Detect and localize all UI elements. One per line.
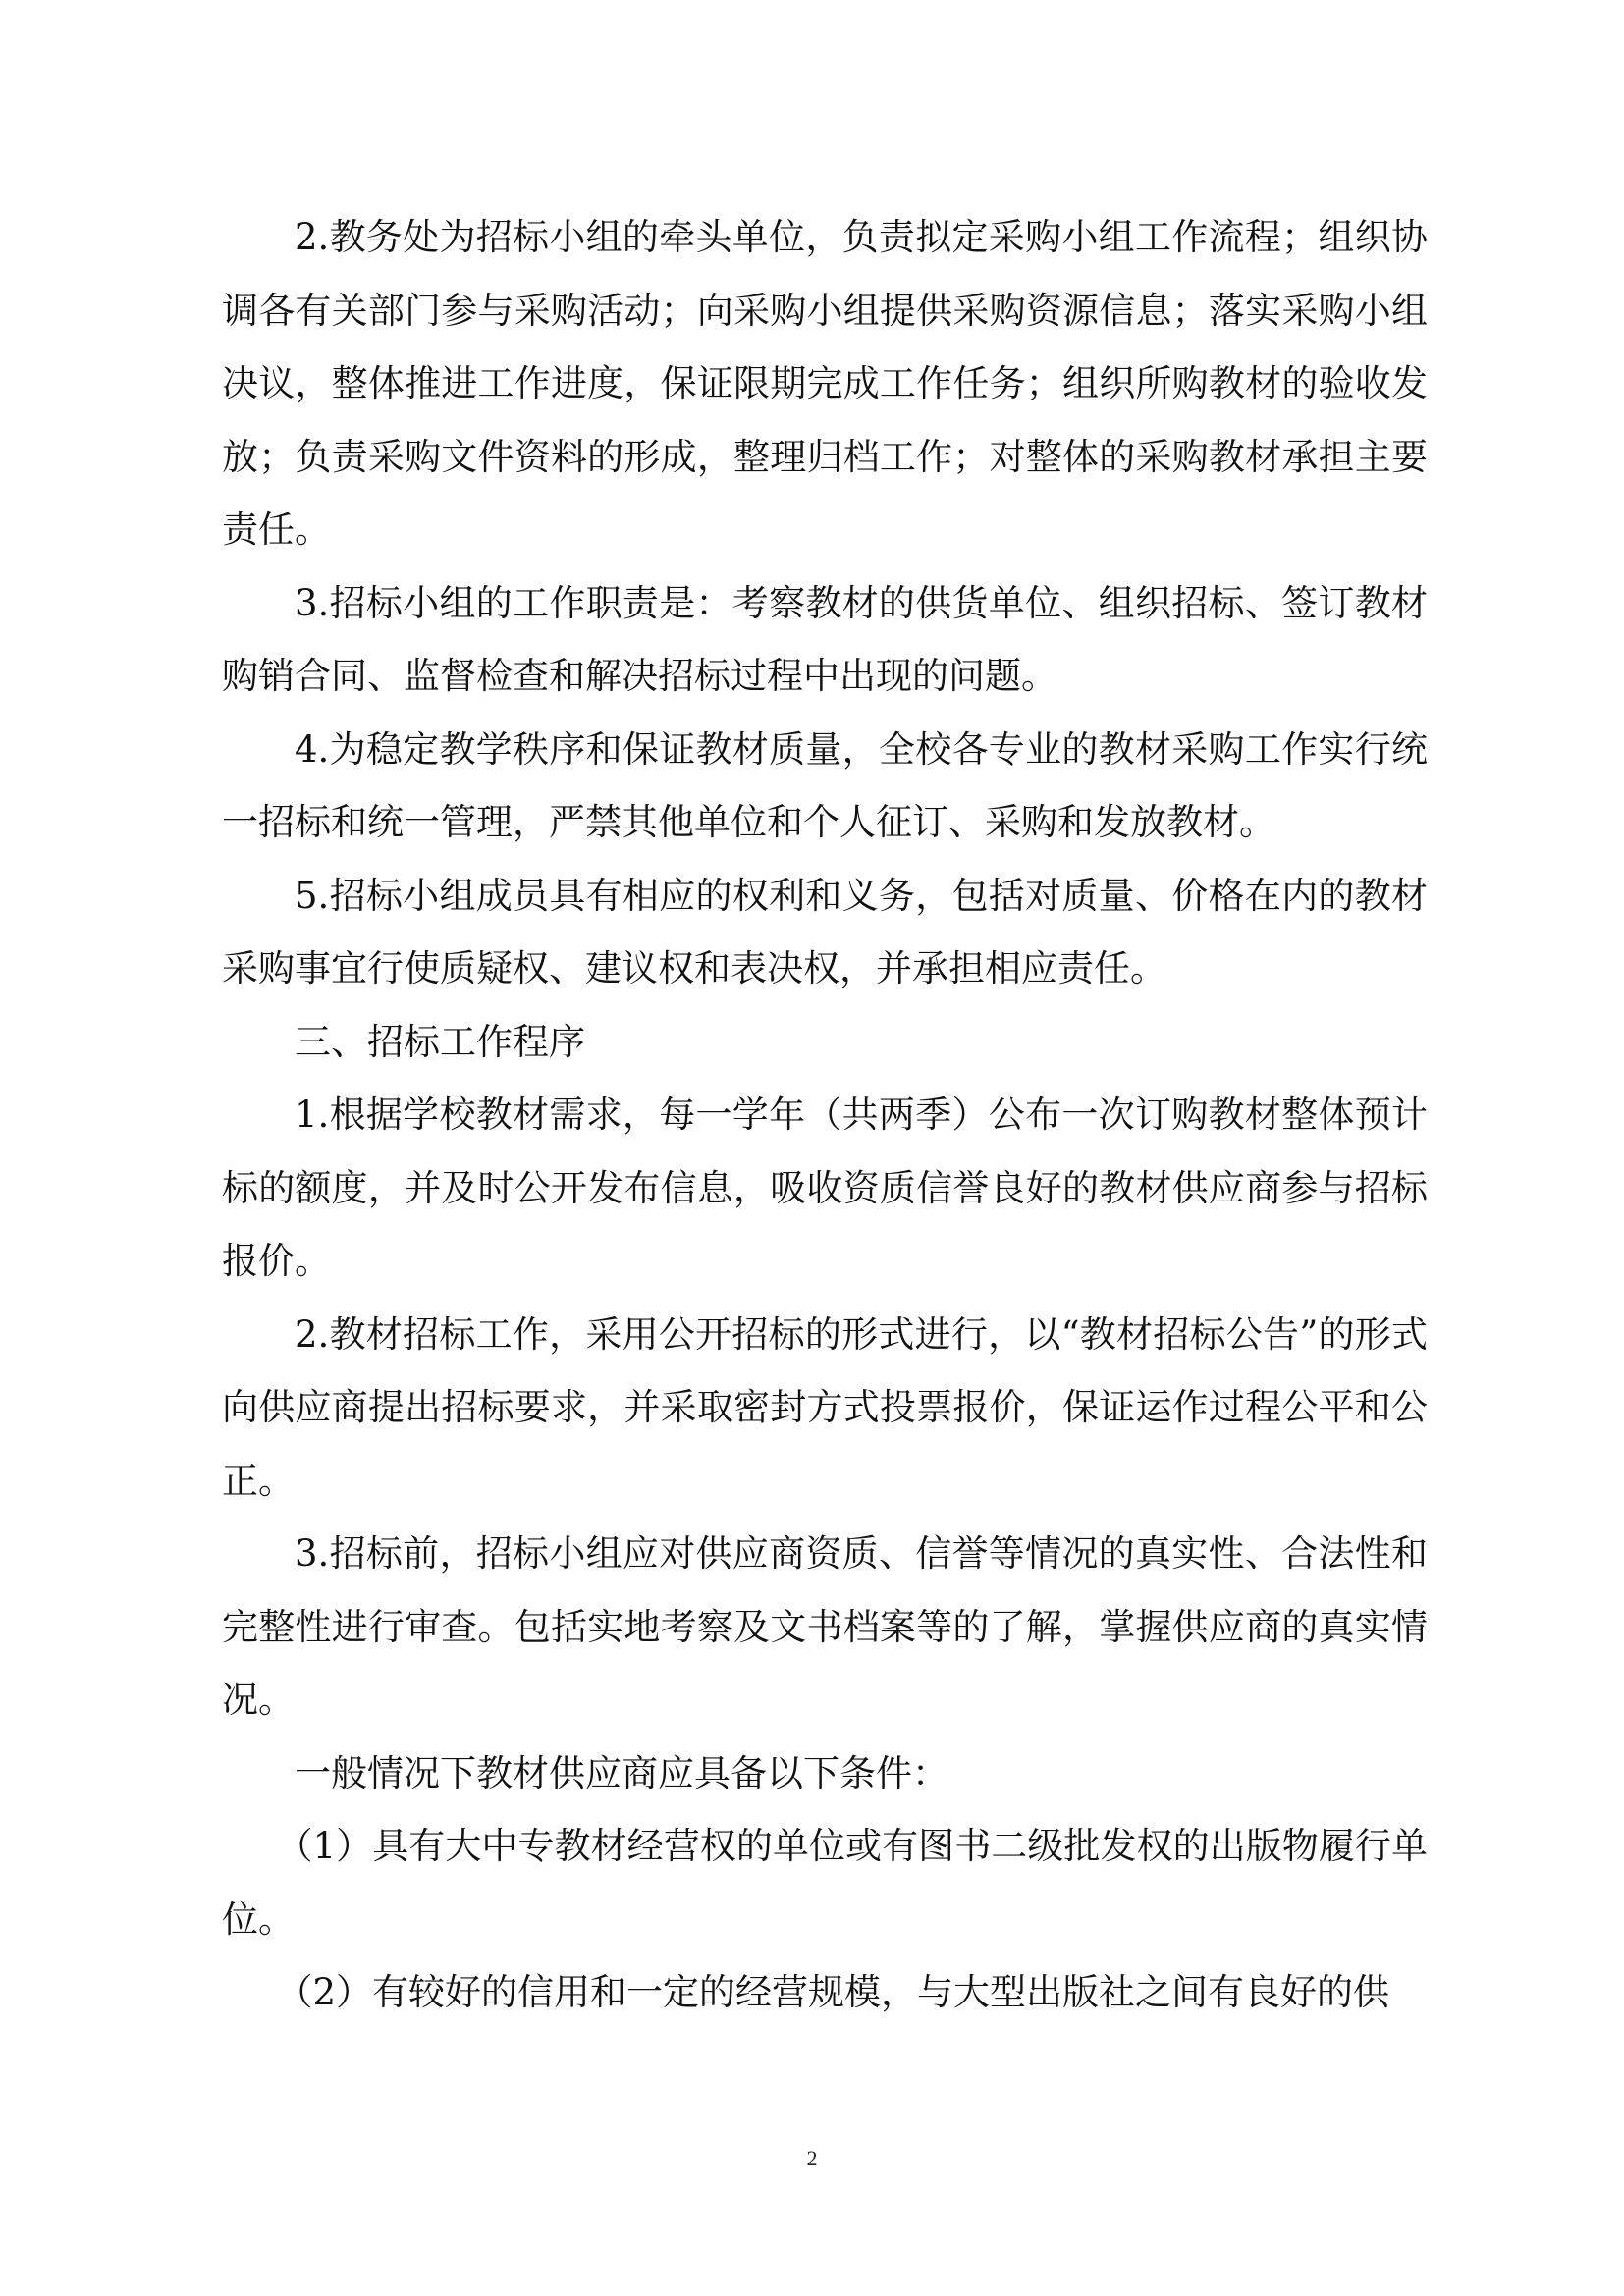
paragraph-supplier-review: 3.招标前，招标小组应对供应商资质、信誉等情况的真实性、合法性和完整性进行审查。包括实地考察及文书档案等的了解，掌握供应商的真实情况。 xyxy=(222,1532,1428,1721)
paragraph-responsibility-lead-unit: 2.教务处为招标小组的牵头单位，负责拟定采购小组工作流程；组织协调各有关部门参与采购活动；向采购小组提供采购资源信息；落实采购小组决议，整体推进工作进度，保证限期完成工作任务；组织所购教材的验收发放；负责采购文件资料的形成，整理归档工作；对整体的采购教材承担主要责任。 xyxy=(222,216,1428,551)
section-heading-bidding-procedure: 三、招标工作程序 xyxy=(295,1020,585,1063)
paragraph-member-rights: 5.招标小组成员具有相应的权利和义务，包括对质量、价格在内的教材采购事宜行使质疑权、建议权和表决权，并承担相应责任。 xyxy=(222,874,1428,989)
paragraph-bid-announcement: 1.根据学校教材需求，每一学年（共两季）公布一次订购教材整体预计标的额度，并及时公开发布信息，吸收资质信誉良好的教材供应商参与招标报价。 xyxy=(222,1094,1428,1282)
paragraph-open-bidding: 2.教材招标工作，采用公开招标的形式进行，以“教材招标公告”的形式向供应商提出招标要求，并采取密封方式投票报价，保证运作过程公平和公正。 xyxy=(222,1312,1428,1502)
list-item-condition-2: （2）有较好的信用和一定的经营规模，与大型出版社之间有良好的供 xyxy=(276,1971,1390,2013)
paragraph-unified-procurement: 4.为稳定教学秩序和保证教材质量，全校各专业的教材采购工作实行统一招标和统一管理，严禁其他单位和个人征订、采购和发放教材。 xyxy=(222,727,1428,843)
paragraph-supplier-conditions-intro: 一般情况下教材供应商应具备以下条件： xyxy=(295,1751,948,1794)
list-item-condition-1: （1）具有大中专教材经营权的单位或有图书二级批发权的出版物履行单位。 xyxy=(222,1825,1428,1941)
paragraph-bidding-group-duties: 3.招标小组的工作职责是：考察教材的供货单位、组织招标、签订教材购销合同、监督检查和解决招标过程中出现的问题。 xyxy=(222,581,1428,697)
document-body xyxy=(222,201,1428,2030)
page-number: 2 xyxy=(806,2146,818,2170)
